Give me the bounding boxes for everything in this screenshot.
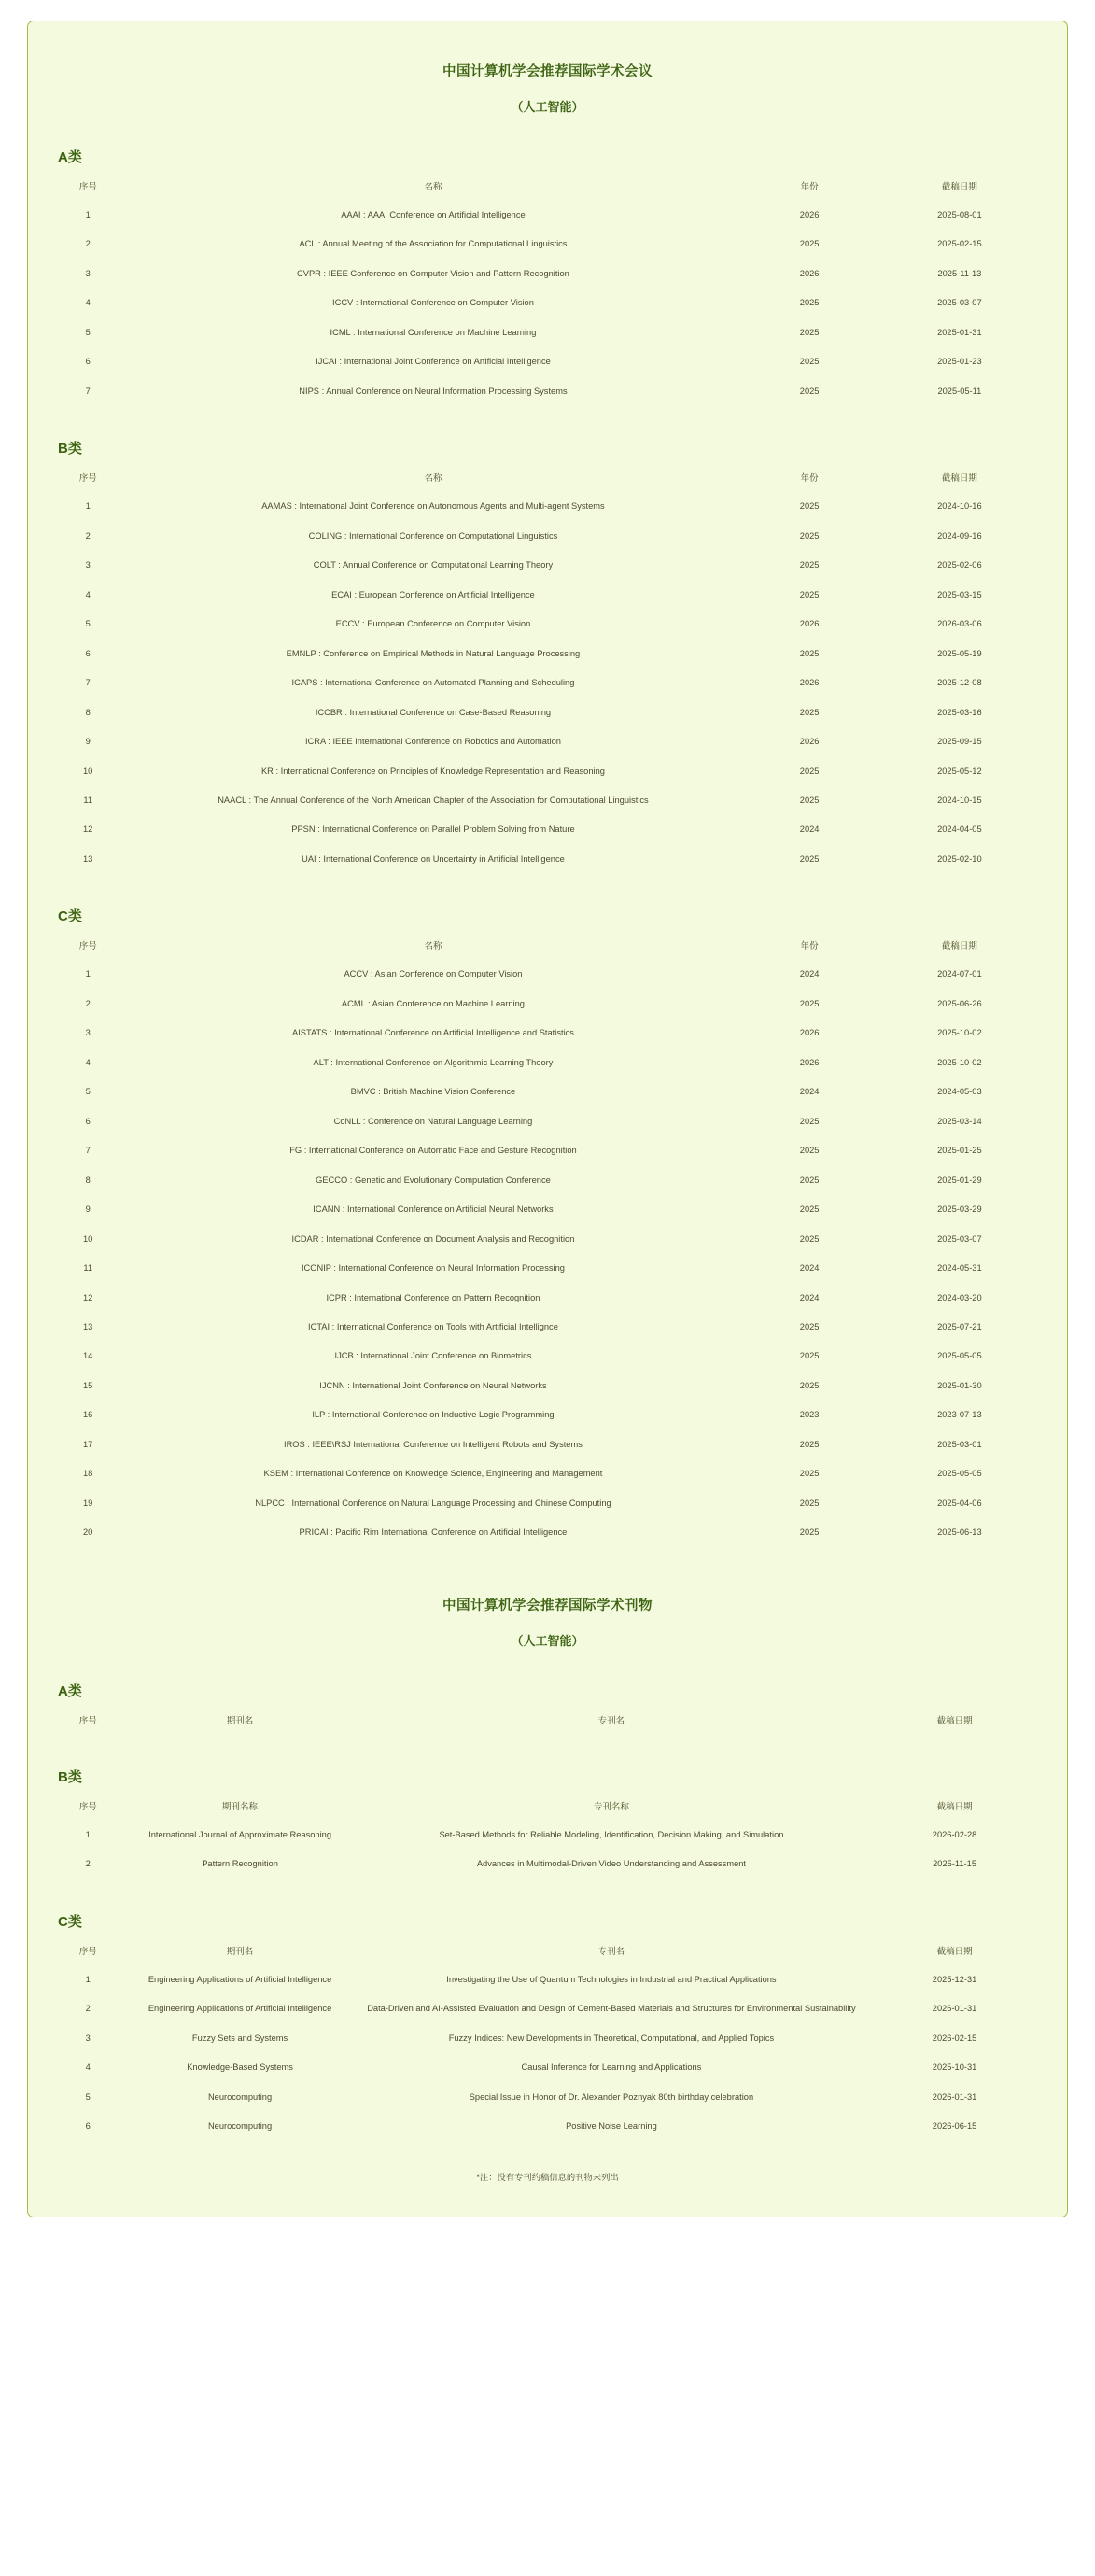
cell-no: 3 [85,2033,91,2043]
cell-year: 2025 [799,1351,820,1361]
table-row [52,786,1043,815]
cell-no: 9 [85,1204,91,1215]
cell-deadline: 2025-03-14 [937,1116,982,1126]
cell-name: ECAI : European Conference on Artificial Intelligence [331,589,535,599]
cell-deadline: 2024-03-20 [937,1292,982,1302]
cell-name: BMVC : British Machine Vision Conference [350,1087,516,1097]
cell-year: 2025 [799,239,820,249]
cell-deadline: 2025-12-31 [932,1974,977,1984]
footnote: *注：没有专刊约稿信息的刊物未列出 [476,2172,619,2182]
cell-year: 2024 [799,824,820,835]
cell-name: ICCV : International Conference on Computer Vision [332,298,534,308]
cell-no: 3 [85,1028,91,1038]
cell-name: ICAPS : International Conference on Automated Planning and Scheduling [291,678,575,688]
column-header-deadline: 截稿日期 [941,473,977,485]
cell-name: ICML : International Conference on Machine Learning [330,327,537,337]
cell-no: 5 [85,2091,91,2102]
table-header-row [52,1936,1043,1965]
cell-year: 2026 [799,1057,820,1067]
cell-name: FG : International Conference on Automatic Face and Gesture Recognition [289,1146,577,1156]
cell-journal: International Journal of Approximate Reasoning [148,1829,331,1839]
journal-table [52,1792,1043,1879]
cell-name: IJCB : International Joint Conference on Biometrics [334,1351,532,1361]
cell-special: Positive Noise Learning [566,2121,657,2132]
cell-no: 8 [85,707,91,717]
table-row [52,1107,1043,1136]
cell-deadline: 2024-04-05 [937,824,982,835]
cell-name: GECCO : Genetic and Evolutionary Computation Conference [316,1175,551,1185]
cell-no: 2 [85,530,91,541]
cell-deadline: 2024-07-01 [937,969,982,979]
cell-year: 2025 [799,1498,820,1508]
table-header-row [52,172,1043,201]
cell-deadline: 2024-09-16 [937,530,982,541]
cell-deadline: 2025-01-29 [937,1175,982,1185]
cell-journal: Engineering Applications of Artificial Intelligence [147,1974,332,1984]
cell-name: ACL : Annual Meeting of the Association for Computational Linguistics [299,239,568,249]
cell-no: 3 [85,268,91,278]
table-row [52,1166,1043,1195]
cell-year: 2023 [799,1410,820,1420]
table-row [52,698,1043,727]
cell-year: 2025 [799,707,820,717]
cell-name: ICTAI : International Conference on Tools with Artificial Intellignce [308,1322,558,1331]
table-row [52,640,1043,669]
cell-no: 7 [85,678,91,688]
column-header-no: 序号 [78,1946,97,1957]
cell-year: 2024 [799,1087,820,1097]
column-header-no: 序号 [78,941,97,952]
table-row [52,669,1043,697]
table-row [52,289,1043,317]
cell-journal: Knowledge-Based Systems [187,2062,293,2073]
cell-name: COLING : International Conference on Computational Linguistics [308,530,558,541]
cell-year: 2025 [799,530,820,541]
table-row [52,1430,1043,1459]
cell-journal: Neurocomputing [207,2091,273,2102]
cell-deadline: 2025-03-07 [937,298,982,308]
cell-no: 11 [83,1263,93,1274]
cell-no: 11 [83,795,93,805]
cell-no: 3 [85,560,91,570]
journals-subtitle: （人工智能） [511,1633,584,1648]
table-row [52,757,1043,786]
cell-deadline: 2025-03-15 [937,589,982,599]
cell-no: 7 [85,1146,91,1156]
cell-deadline: 2025-10-02 [937,1028,982,1038]
cell-no: 2 [85,998,91,1008]
cell-deadline: 2026-02-15 [932,2033,977,2043]
cell-name: CVPR : IEEE Conference on Computer Vision and Pattern Recognition [297,268,569,278]
cell-deadline: 2025-01-23 [937,357,982,367]
conferences-title: 中国计算机学会推荐国际学术会议 [442,64,653,79]
cell-year: 2025 [799,853,820,864]
table-row [52,581,1043,610]
cell-special: Data-Driven and AI-Assisted Evaluation and Design of Cement-Based Materials and Structures for Environmental Sustainability [367,2004,856,2014]
journals-title: 中国计算机学会推荐国际学术刊物 [442,1598,653,1613]
cell-no: 6 [85,648,91,658]
cell-deadline: 2026-01-31 [932,2004,977,2014]
cell-year: 2025 [799,357,820,367]
table-row [52,1284,1043,1313]
cell-no: 20 [83,1527,93,1538]
cell-journal: Pattern Recognition [202,1859,278,1869]
cell-special: Advances in Multimodal-Driven Video Understanding and Assessment [476,1859,747,1869]
cell-deadline: 2025-05-05 [937,1351,982,1361]
cell-deadline: 2025-01-31 [937,327,982,337]
cell-deadline: 2025-10-31 [932,2062,977,2073]
cell-deadline: 2025-01-25 [937,1146,982,1156]
cell-deadline: 2025-04-06 [937,1498,982,1508]
table-header-row [52,463,1043,492]
table-row [52,2053,1043,2082]
cell-no: 1 [85,969,91,979]
journal-table [52,1936,1043,2142]
cell-special: Investigating the Use of Quantum Technologies in Industrial and Practical Applications [446,1974,777,1984]
cell-no: 8 [85,1175,91,1185]
cell-deadline: 2025-07-21 [937,1322,982,1331]
table-row [52,1401,1043,1429]
cell-deadline: 2026-02-28 [932,1829,977,1839]
cell-name: ECCV : European Conference on Computer Vision [335,619,531,629]
cell-year: 2025 [799,1204,820,1215]
cell-name: KR : International Conference on Principles of Knowledge Representation and Reasoning [260,766,605,776]
cell-year: 2025 [799,560,820,570]
table-row [52,1313,1043,1342]
column-header-deadline: 截稿日期 [936,1801,973,1812]
journal-category-heading: A类 [58,1682,82,1699]
cell-no: 5 [85,619,91,629]
cell-name: KSEM : International Conference on Knowledge Science, Engineering and Management [263,1469,603,1479]
table-row [52,1821,1043,1850]
cell-no: 6 [85,357,91,367]
column-header-special: 专刊名 [597,1946,625,1957]
column-header-journal: 期刊名 [226,1946,254,1957]
column-header-year: 年份 [800,941,819,952]
column-header-name: 名称 [424,182,442,192]
table-row [52,492,1043,521]
conference-table [52,931,1043,1547]
cell-deadline: 2025-02-15 [937,239,982,249]
table-row [52,1850,1043,1879]
cell-name: EMNLP : Conference on Empirical Methods in Natural Language Processing [286,648,581,658]
column-header-deadline: 截稿日期 [941,182,977,192]
table-row [52,1965,1043,1994]
cell-deadline: 2025-06-26 [937,998,982,1008]
cell-deadline: 2025-03-29 [937,1204,982,1215]
table-row [52,522,1043,551]
cell-no: 4 [85,589,91,599]
cell-no: 14 [83,1351,93,1361]
content-card [27,21,1068,2217]
cell-no: 2 [85,1859,91,1869]
cell-name: CoNLL : Conference on Natural Language Learning [333,1116,533,1126]
table-row [52,610,1043,639]
cell-no: 12 [83,1292,93,1302]
cell-name: AISTATS : International Conference on Artificial Intelligence and Statistics [291,1028,574,1038]
table-row [52,1994,1043,2023]
column-header-name: 名称 [424,941,442,952]
cell-year: 2025 [799,1380,820,1390]
cell-no: 19 [83,1498,93,1508]
cell-year: 2026 [799,1028,820,1038]
table-row [52,377,1043,406]
cell-no: 1 [85,210,91,219]
cell-deadline: 2025-09-15 [937,737,982,747]
cell-no: 10 [83,766,93,776]
cell-year: 2025 [799,795,820,805]
cell-special: Special Issue in Honor of Dr. Alexander Poznyak 80th birthday celebration [469,2091,754,2102]
cell-deadline: 2025-10-02 [937,1057,982,1067]
cell-name: AAMAS : International Joint Conference on Autonomous Agents and Multi-agent Systems [261,501,605,512]
column-header-deadline: 截稿日期 [936,1715,973,1726]
table-row [52,1225,1043,1254]
cell-name: ACML : Asian Conference on Machine Learning [341,998,525,1008]
cell-deadline: 2025-05-05 [937,1469,982,1479]
table-header-row [52,931,1043,960]
cell-name: ICDAR : International Conference on Document Analysis and Recognition [291,1233,575,1244]
column-header-no: 序号 [78,473,97,485]
cell-name: IJCAI : International Joint Conference on Artificial Intelligence [316,357,551,367]
table-row [52,201,1043,230]
conference-category-list [52,147,1043,1548]
cell-year: 2025 [799,648,820,658]
column-header-no: 序号 [78,1715,97,1726]
cell-deadline: 2025-11-15 [933,1859,976,1869]
cell-deadline: 2025-02-10 [937,853,982,864]
cell-no: 13 [83,853,93,864]
cell-deadline: 2025-03-01 [937,1439,982,1449]
cell-name: ICONIP : International Conference on Neural Information Processing [301,1263,565,1274]
cell-no: 12 [83,824,93,835]
cell-year: 2025 [799,1116,820,1126]
table-row [52,1518,1043,1547]
table-row [52,1254,1043,1283]
table-row [52,260,1043,289]
conference-category-heading: B类 [58,441,82,457]
journal-table [52,1706,1043,1735]
cell-name: COLT : Annual Conference on Computational Learning Theory [313,560,554,570]
conference-category-heading: A类 [58,149,82,165]
conference-category-heading: C类 [58,908,82,925]
cell-no: 4 [85,2062,91,2073]
cell-no: 4 [85,298,91,308]
cell-year: 2026 [799,678,820,688]
column-header-special: 专刊名 [597,1715,625,1726]
table-row [52,2112,1043,2141]
cell-no: 1 [85,1974,91,1984]
cell-year: 2026 [799,619,820,629]
column-header-journal: 期刊名称 [222,1801,259,1812]
cell-no: 6 [85,1116,91,1126]
table-row [52,1019,1043,1048]
cell-deadline: 2024-05-31 [937,1263,982,1274]
cell-name: ILP : International Conference on Inductive Logic Programming [312,1410,555,1420]
column-header-year: 年份 [800,473,819,485]
cell-deadline: 2025-11-13 [937,268,982,278]
cell-deadline: 2026-01-31 [932,2091,977,2102]
cell-name: ALT : International Conference on Algorithmic Learning Theory [313,1057,554,1067]
cell-year: 2025 [799,327,820,337]
table-row [52,347,1043,376]
journal-category-list [52,1681,1043,2142]
table-row [52,1136,1043,1165]
cell-year: 2025 [799,501,820,512]
cell-deadline: 2025-05-19 [937,648,982,658]
table-row [52,815,1043,844]
cell-name: NAACL : The Annual Conference of the North American Chapter of the Association for Computational Linguistics [218,795,649,805]
table-row [52,727,1043,756]
cell-no: 13 [83,1322,93,1331]
cell-name: IJCNN : International Joint Conference on Neural Networks [319,1380,547,1390]
cell-deadline: 2025-03-07 [937,1233,982,1244]
cell-no: 10 [83,1233,93,1244]
cell-year: 2025 [799,1233,820,1244]
cell-no: 6 [85,2121,91,2132]
column-header-year: 年份 [800,182,819,192]
column-header-name: 名称 [424,473,442,485]
table-row [52,1372,1043,1401]
cell-deadline: 2025-12-08 [937,678,982,688]
cell-journal: Engineering Applications of Artificial Intelligence [147,2004,332,2014]
cell-deadline: 2025-05-12 [937,766,982,776]
cell-journal: Fuzzy Sets and Systems [191,2033,288,2043]
cell-year: 2025 [799,589,820,599]
table-row [52,230,1043,259]
table-row [52,2083,1043,2112]
table-row [52,1195,1043,1224]
cell-name: AAAI : AAAI Conference on Artificial Intelligence [341,210,526,219]
cell-year: 2025 [799,1469,820,1479]
cell-deadline: 2025-08-01 [937,210,982,219]
column-header-deadline: 截稿日期 [936,1946,973,1957]
cell-year: 2026 [799,268,820,278]
cell-name: NIPS : Annual Conference on Neural Information Processing Systems [299,386,568,396]
cell-name: PRICAI : Pacific Rim International Conference on Artificial Intelligence [299,1527,568,1538]
table-row [52,551,1043,580]
cell-year: 2025 [799,1322,820,1331]
cell-year: 2025 [799,386,820,396]
table-row [52,2024,1043,2053]
cell-deadline: 2024-05-03 [937,1087,982,1097]
cell-deadline: 2025-06-13 [937,1527,982,1538]
column-header-no: 序号 [78,182,97,192]
cell-no: 5 [85,1087,91,1097]
cell-special: Set-Based Methods for Reliable Modeling, Identification, Decision Making, and Simulation [439,1829,784,1839]
cell-no: 7 [85,386,91,396]
cell-deadline: 2023-07-13 [937,1410,982,1420]
cell-deadline: 2025-02-06 [937,560,982,570]
table-row [52,1489,1043,1518]
column-header-journal: 期刊名 [226,1715,254,1726]
cell-name: ICPR : International Conference on Pattern Recognition [326,1292,540,1302]
cell-year: 2025 [799,1527,820,1538]
cell-name: NLPCC : International Conference on Natural Language Processing and Chinese Computing [255,1498,611,1508]
cell-name: ICANN : International Conference on Artificial Neural Networks [313,1204,554,1215]
cell-year: 2026 [799,210,820,219]
cell-name: IROS : IEEE\RSJ International Conference on Intelligent Robots and Systems [284,1439,583,1449]
cell-year: 2025 [799,1175,820,1185]
conference-table [52,172,1043,406]
conference-table [52,463,1043,874]
table-row [52,845,1043,874]
cell-deadline: 2025-03-16 [937,707,982,717]
journal-category-heading: C类 [58,1913,82,1930]
cell-year: 2025 [799,298,820,308]
cell-no: 1 [85,1829,91,1839]
column-header-special: 专刊名称 [593,1801,629,1812]
cell-no: 5 [85,327,91,337]
cell-no: 2 [85,2004,91,2014]
conferences-subtitle: （人工智能） [511,100,584,114]
table-row [52,1459,1043,1488]
table-row [52,960,1043,989]
conferences-section [52,61,1043,1548]
cell-year: 2025 [799,998,820,1008]
cell-no: 9 [85,737,91,747]
cell-name: ICCBR : International Conference on Case-Based Reasoning [315,707,552,717]
cell-name: ICRA : IEEE International Conference on Robotics and Automation [305,737,561,747]
column-header-deadline: 截稿日期 [941,941,977,952]
cell-no: 2 [85,239,91,249]
cell-no: 17 [83,1439,93,1449]
table-header-row [52,1706,1043,1735]
cell-deadline: 2026-06-15 [932,2121,977,2132]
cell-year: 2024 [799,969,820,979]
cell-no: 1 [85,501,91,512]
cell-deadline: 2025-05-11 [937,386,982,396]
cell-special: Fuzzy Indices: New Developments in Theoretical, Computational, and Applied Topics [448,2033,775,2043]
cell-year: 2024 [799,1292,820,1302]
cell-deadline: 2024-10-16 [937,501,982,512]
cell-year: 2025 [799,766,820,776]
cell-year: 2025 [799,1146,820,1156]
cell-no: 15 [83,1380,93,1390]
column-header-no: 序号 [78,1801,97,1812]
cell-no: 16 [83,1410,93,1420]
cell-name: PPSN : International Conference on Parallel Problem Solving from Nature [291,824,575,835]
cell-deadline: 2026-03-06 [937,619,982,629]
cell-special: Causal Inference for Learning and Applications [521,2062,702,2073]
cell-deadline: 2025-01-30 [937,1380,982,1390]
cell-name: ACCV : Asian Conference on Computer Vision [344,969,523,979]
cell-deadline: 2024-10-15 [937,795,982,805]
table-header-row [52,1792,1043,1821]
table-row [52,1342,1043,1371]
journals-section [52,1595,1043,2142]
cell-year: 2025 [799,1439,820,1449]
cell-year: 2026 [799,737,820,747]
cell-no: 4 [85,1057,91,1067]
cell-no: 18 [83,1469,93,1479]
cell-year: 2024 [799,1263,820,1274]
journal-category-heading: B类 [58,1768,82,1785]
cell-journal: Neurocomputing [207,2121,273,2132]
cell-name: UAI : International Conference on Uncertainty in Artificial Intelligence [302,853,565,864]
table-row [52,990,1043,1019]
table-row [52,1049,1043,1077]
table-row [52,1077,1043,1106]
table-row [52,318,1043,347]
